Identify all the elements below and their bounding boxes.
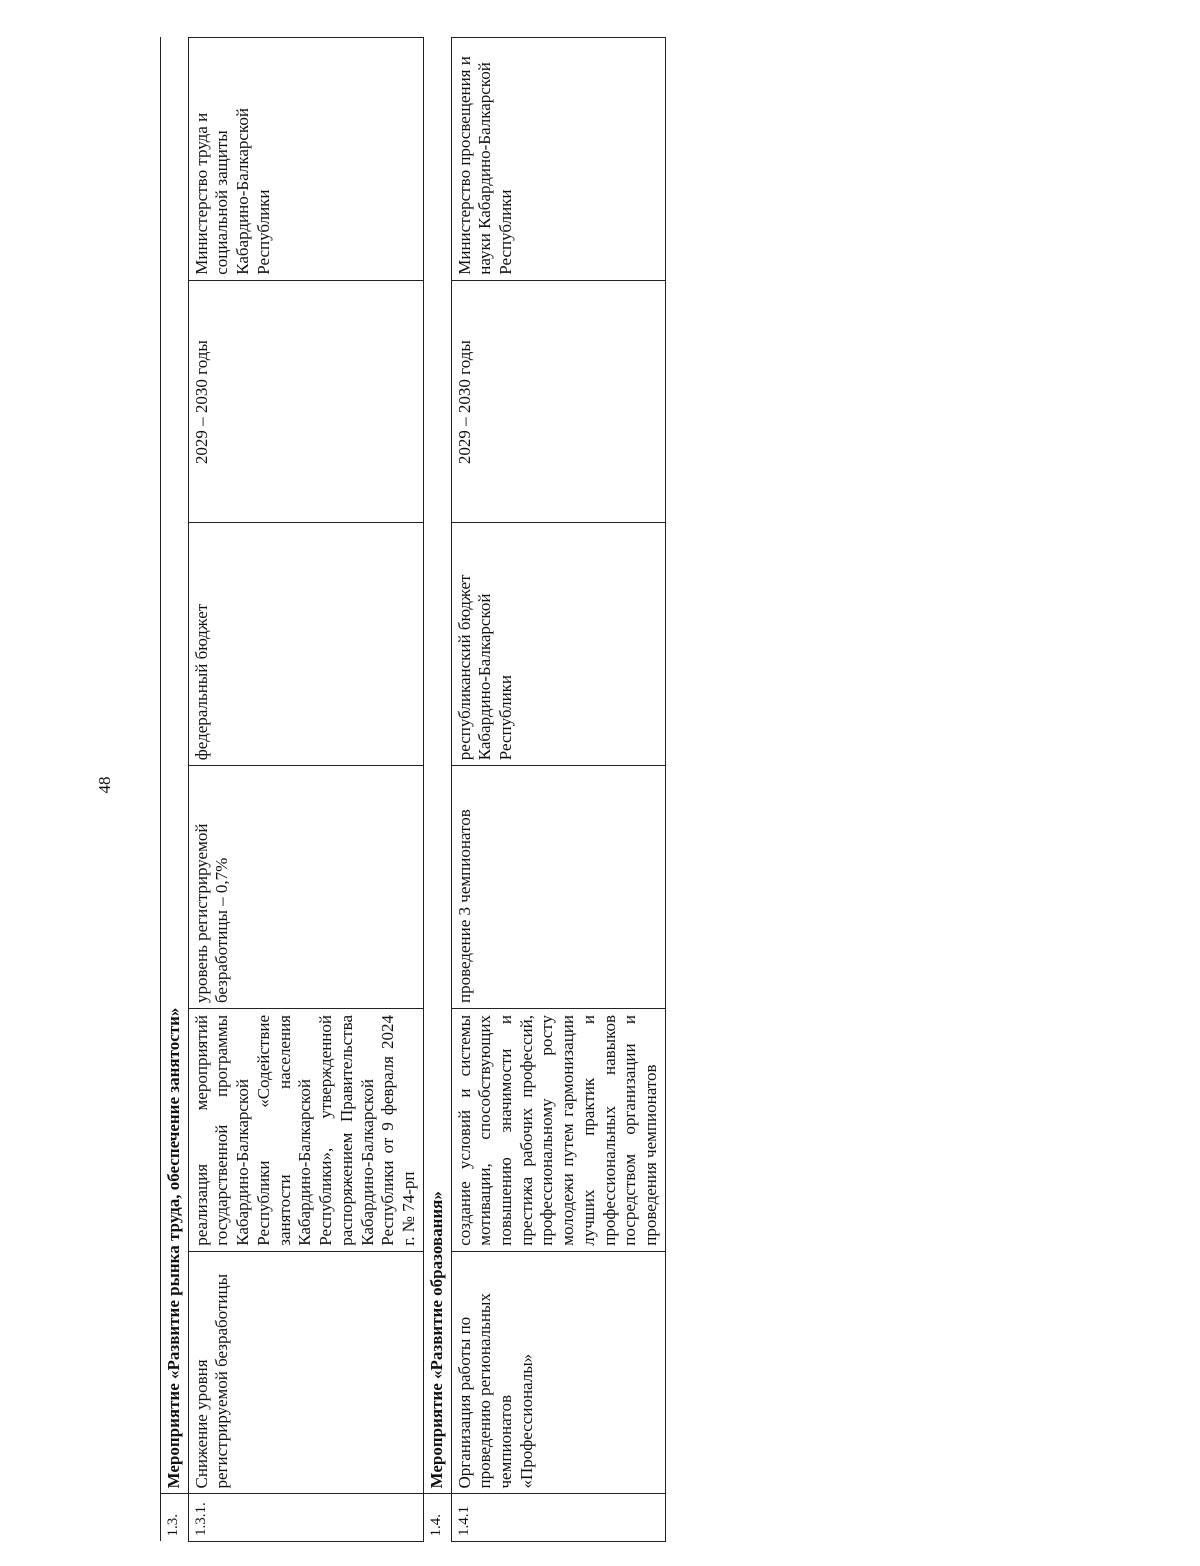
funding-source: федеральный бюджет (188, 523, 423, 766)
section-row (161, 38, 189, 1542)
responsible-executor: Министерство труда и социальной защиты Кабардино-Балкарской Республики (188, 38, 423, 281)
section-title: Мероприятие «Развитие образования» (423, 38, 451, 1495)
row-number: 1.4.1 (451, 1494, 665, 1542)
table-row (188, 38, 423, 1542)
measure-name: Снижение уровня регистрируемой безработицы (188, 1251, 423, 1494)
measures-table (160, 37, 666, 1542)
measure-basis: реализация мероприятий государственной программы Кабардино-Балкарской Республики «Содействие занятости населения Кабардино-Балкарской Республики», утвержденной распоряжением Правительства Кабардино-Балкарской Республики от 9 февраля 2024 г. № 74-рп (188, 1009, 423, 1252)
section-row (423, 38, 451, 1542)
funding-source: республиканский бюджет Кабардино-Балкарской Республики (451, 523, 665, 766)
page-number: 48 (95, 776, 114, 794)
section-number: 1.4. (423, 1494, 451, 1542)
implementation-period: 2029 – 2030 годы (451, 280, 665, 523)
responsible-executor: Министерство просвещения и науки Кабардино-Балкарской Республики (451, 38, 665, 281)
row-number: 1.3.1. (188, 1494, 423, 1542)
measures-table-sheet (160, 37, 1020, 1542)
measure-basis: создание условий и системы мотивации, способствующих повышению значимости и престижа рабочих профессий, профессиональному росту молодежи путем гармонизации лучших практик и профессиональных навыков посредством организации и проведения чемпионатов (451, 1009, 665, 1252)
measure-result: уровень регистрируемой безработицы – 0,7% (188, 766, 423, 1009)
section-number: 1.3. (161, 1494, 189, 1542)
measure-name: Организация работы по проведению региональных чемпионатов «Профессионалы» (451, 1251, 665, 1494)
table-row (451, 38, 665, 1542)
section-title: Мероприятие «Развитие рынка труда, обеспечение занятости» (161, 38, 189, 1495)
implementation-period: 2029 – 2030 годы (188, 280, 423, 523)
measure-result: проведение 3 чемпионатов (451, 766, 665, 1009)
